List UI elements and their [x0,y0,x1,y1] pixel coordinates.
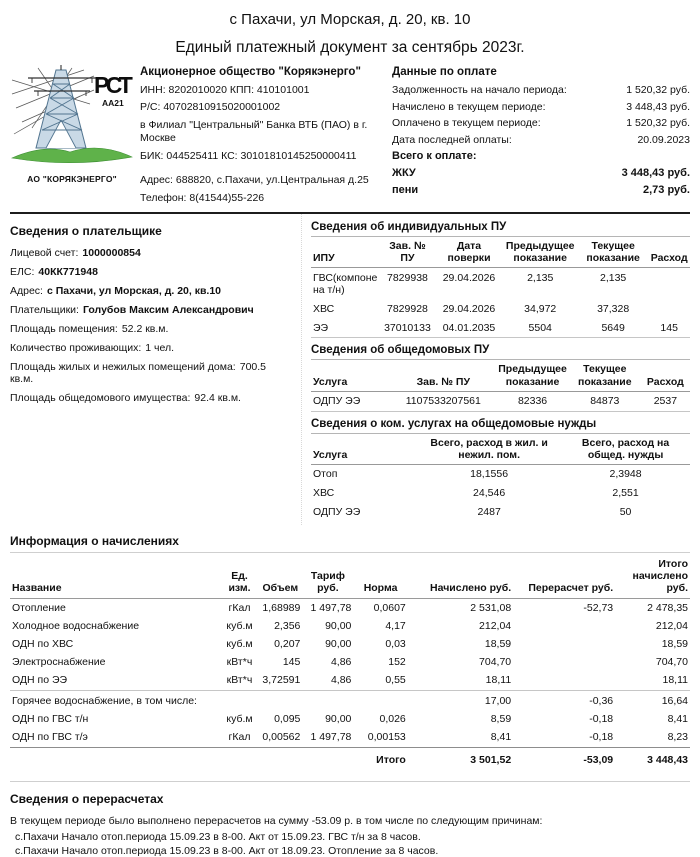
charges-table [10,554,690,769]
top-section [10,64,690,209]
table-row: ОДПУ ЭЭ 1107533207561 82336 84873 2537 [313,395,678,408]
document-title: Единый платежный документ за сентябрь 2023г. [175,39,525,56]
table-row: ОДПУ ЭЭ 2487 50 [313,506,632,519]
communal-services-table [311,434,690,522]
cert-code-text: АА21 [102,98,124,108]
info-value: 1 чел. [145,342,175,355]
recalculation-reasons [10,831,690,857]
info-value: 20.09.2023 [637,133,690,146]
company-account: Р/С: 40702810915020001002 [140,101,281,114]
cert-mark-text: РСТ [94,72,130,98]
table-row: ОДН по ГВС т/н куб.м 0,095 90,00 0,026 8,59 -0,18 8,41 [12,712,688,725]
column-header: Расход [641,360,690,391]
column-header: Текущее показание [569,360,641,391]
info-row [10,342,289,354]
payment-section-title: Данные по оплате [392,66,497,78]
info-row [392,101,690,113]
info-value: 3 448,43 руб. [626,100,690,113]
meters-section [302,214,690,525]
info-row [392,184,690,196]
info-value: 52.2 кв.м. [121,323,169,336]
table-row: Отопление гКал 1,68989 1 497,78 0,0607 2 531,08 -52,73 2 478,35 [12,601,688,614]
column-header: ИПУ [311,237,379,268]
table-row: ГВС(компоне на т/н) 7829938 29.04.2026 2,135 2,135 [313,271,627,296]
company-phone: Телефон: 8(41544)55-226 [140,191,265,204]
column-header: Итого начислено руб. [615,554,690,599]
middle-section [10,214,690,525]
charges-section-title: Информация о начислениях [10,527,690,553]
info-label: Площадь помещения: [10,323,118,336]
column-header: Ед. изм. [221,554,258,599]
payment-data-section [392,64,690,209]
individual-meters-title: Сведения об индивидуальных ПУ [311,218,690,237]
company-inn-kpp: ИНН: 8202010020 КПП: 410101001 [140,84,310,96]
building-meters-table [311,360,690,411]
individual-meters-table [311,237,690,338]
service-address-header: с Пахачи, ул Морская, д. 20, кв. 10 [229,11,471,28]
company-logo [10,64,134,168]
column-header: Зав. № ПУ [379,237,435,268]
info-row [392,134,690,146]
grass-icon [12,148,132,163]
table-row: Электроснабжение кВт*ч 145 4,86 152 704,70 704,70 [12,656,688,668]
payer-rows [10,247,289,404]
column-header: Название [10,554,221,599]
column-header: Текущее показание [578,237,648,268]
recalculations-title: Сведения о перерасчетах [10,792,164,807]
info-label: Лицевой счет: [10,247,79,260]
rst-certification-mark-icon [94,72,133,108]
company-name: Акционерное общество "Корякэнерго" [140,66,361,78]
transmission-tower-icon [28,65,96,148]
info-value: с Пахачи, ул Морская, д. 20, кв.10 [46,285,222,298]
info-label: Площадь общедомового имущества: [10,392,191,405]
column-header: Услуга [311,434,417,465]
communal-services-header [311,434,690,465]
info-row [10,247,289,259]
column-header: Начислено руб. [408,554,513,599]
info-value: 1000000854 [82,247,141,260]
table-row: ХВС 7829928 29.04.2026 34,972 37,328 [313,302,630,315]
column-header: Расход [648,237,690,268]
info-label: Начислено в текущем периоде: [392,100,546,113]
table-row: ОДН по ГВС т/э гКал 0,00562 1 497,78 0,00153 8,41 -0,18 8,23 [12,731,688,743]
info-row [10,361,289,385]
table-row: Горячее водоснабжение, в том числе: 17,00 -0,36 16,64 [10,690,690,710]
info-value: 1 520,32 руб. [626,84,690,96]
building-meters-title: Сведения об общедомовых ПУ [311,341,690,360]
column-header: Дата поверки [436,237,503,268]
info-row [10,304,289,316]
info-label: Плательщики: [10,304,79,317]
info-value: 40КК771948 [38,266,98,279]
info-value: 3 448,43 руб. [621,167,690,179]
column-header: Норма [353,554,407,599]
info-row [392,117,690,129]
info-label: ЕЛС: [10,266,35,279]
column-header: Услуга [311,360,390,391]
column-header: Предыдущее показание [502,237,577,268]
info-label: Площадь жилых и нежилых помещений дома: [10,361,236,374]
company-logo-block [10,64,140,209]
communal-services-title: Сведения о ком. услугах на общедомовые нужды [311,415,690,434]
table-row: ОДН по ХВС куб.м 0,207 90,00 0,03 18,59 18,59 [12,637,688,650]
info-value: 700.5 кв.м. [10,361,267,386]
company-bank: в Филиал "Центральный" Банка ВТБ (ПАО) в г. Москве [140,118,368,145]
company-details [140,64,392,209]
payer-section-title: Сведения о плательщике [10,224,162,239]
column-header: Зав. № ПУ [390,360,496,391]
table-row: Холодное водоснабжение куб.м 2,356 90,00 4,17 212,04 212,04 [12,619,688,632]
payment-rows [392,84,690,196]
recalculations-intro: В текущем периоде было выполнено перерасчетов на сумму -53.09 р. в том числе по следующим причинам: [10,815,543,828]
table-row: ЭЭ 37010133 04.01.2035 5504 5649 145 [313,321,678,334]
recalculations-section [10,781,690,857]
info-row [10,323,289,335]
column-header: Объем [258,554,302,599]
company-short-name: АО "КОРЯКЭНЕРГО" [27,174,117,184]
info-value: 1 520,32 руб. [626,117,690,129]
table-row: Отоп 18,1556 2,3948 [313,468,642,481]
info-label: Всего к оплате: [392,150,477,162]
company-bik-ks: БИК: 044525411 КС: 30101810145250000411 [140,149,357,162]
individual-meters-header [311,237,690,268]
info-label: Дата последней оплаты: [392,133,512,146]
info-value: 2,73 руб. [642,184,690,196]
info-label: ЖКУ [392,167,416,179]
info-label: Оплачено в текущем периоде: [392,117,541,129]
info-label: Задолженность на начало периода: [392,84,567,96]
info-value: Голубов Максим Александрович [82,304,254,317]
charges-header [10,554,690,599]
info-row [392,167,690,179]
payer-info-section [10,214,302,525]
text-line: с.Пахачи Начало отоп.периода 15.09.23 в 8-00. Акт от 18.09.23. Отопление за 8 часов. [15,845,439,857]
info-label: пени [392,184,419,196]
building-meters-header [311,360,690,391]
info-row [10,285,289,297]
table-row: ОДН по ЭЭ кВт*ч 3,72591 4,86 0,55 18,11 18,11 [12,674,688,687]
column-header: Всего, расход на общед. нужды [561,434,690,465]
info-label: Адрес: [10,285,43,298]
table-row: ХВС 24,546 2,551 [313,487,639,500]
info-value: 92.4 кв.м. [194,392,241,405]
column-header: Всего, расход в жил. и нежил. пом. [417,434,561,465]
info-row [392,84,690,96]
column-header: Перерасчет руб. [513,554,615,599]
company-address: Адрес: 688820, с.Пахачи, ул.Центральная д.25 [140,174,369,187]
info-row [10,392,289,404]
info-row [10,266,289,278]
text-line: с.Пахачи Начало отоп.периода 15.09.23 в 8-00. Акт от 15.09.23. ГВС т/н за 8 часов. [15,831,421,844]
info-label: Количество проживающих: [10,342,142,355]
column-header: Тариф руб. [302,554,353,599]
column-header: Предыдущее показание [496,360,569,391]
table-row: Итого 3 501,52 -53,09 3 448,43 [10,747,690,769]
info-row [392,150,690,162]
